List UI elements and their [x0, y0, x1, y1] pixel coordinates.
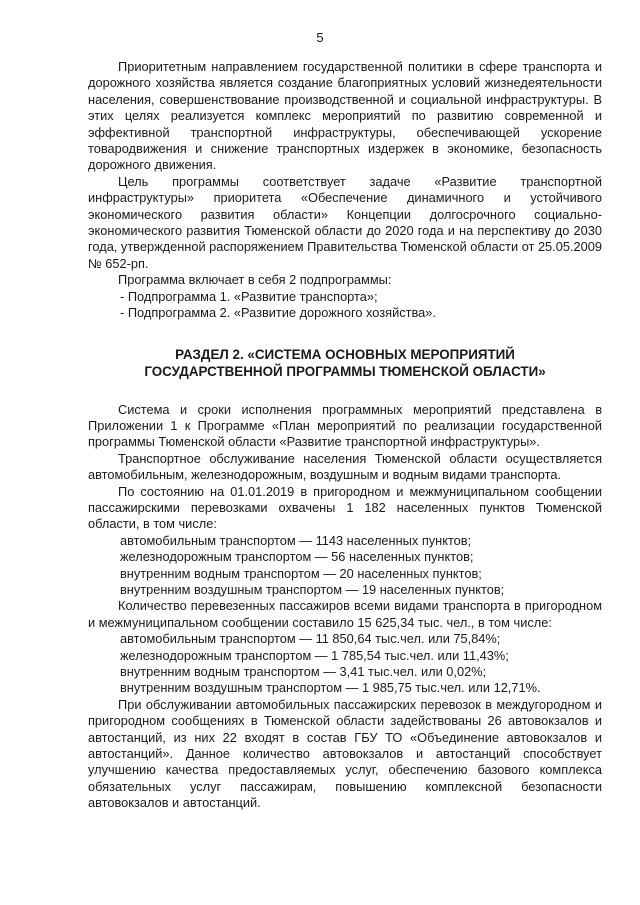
passengers-item-water: внутренним водным транспортом — 3,41 тыс.чел. или 0,02%; [120, 664, 487, 679]
body-paragraph-coverage: По состоянию на 01.01.2019 в пригородном и межмуниципальном сообщении пассажирскими перевозками охвачены 1 182 населенных пунктов Тюменской области, в том числе: [88, 483, 602, 532]
page-number: 5 [316, 30, 324, 45]
section-title-line-1: РАЗДЕЛ 2. «СИСТЕМА ОСНОВНЫХ МЕРОПРИЯТИЙ [175, 346, 515, 362]
section-title [88, 346, 602, 380]
intro-paragraph-priority: Приоритетным направлением государственной политики в сфере транспорта и дорожного хозяйства является создание благоприятных условий жизнедеятельности населения, совершенствование производственной и социальной инфраструктуры. В этих целях реализуется комплекс мероприятий по развитию современной и эффективной транспортной инфраструктуры, обеспечивающей ускорение товародвижения и снижение транспортных издержек в экономике, безопасность дорожного движения. [88, 59, 602, 173]
passengers-item-rail: железнодорожным транспортом — 1 785,54 тыс.чел. или 11,43%; [120, 647, 509, 663]
body-paragraph-passengers: Количество перевезенных пассажиров всеми видами транспорта в пригородном и межмуниципальном сообщении составило 15 625,34 тыс. чел., в том числе: [88, 598, 602, 630]
settlements-item-water: внутренним водным транспортом — 20 населенных пунктов; [120, 565, 482, 581]
body-paragraph-appendix: Система и сроки исполнения программных мероприятий представлена в Приложении 1 к Программе «План мероприятий по реализации государственной программы Тюменской области «Развитие транспортной инфраструктуры». [88, 401, 602, 450]
passengers-item-air: внутренним воздушным транспортом — 1 985,75 тыс.чел. или 12,71%. [120, 680, 541, 696]
document-body [88, 59, 602, 812]
body-paragraph-bus-stations: При обслуживании автомобильных пассажирских перевозок в междугородном и пригородном сообщениях в Тюменской области задействованы 26 автовокзалов и автостанций, из них 22 входят в состав ГБУ ТО «Объединение автовокзалов и автостанций». Данное количество автовокзалов и автостанций способствует улучшению качества предоставляемых услуг, обеспечению базового комплекса обязательных услуг пассажирам, повышению комплексной безопасности автовокзалов и автостанций. [88, 696, 602, 811]
body-paragraph-transport-service: Транспортное обслуживание населения Тюменской области осуществляется автомобильным, железнодорожным, воздушным и водным видами транспорта. [88, 450, 602, 483]
settlements-item-air: внутренним воздушным транспортом — 19 населенных пунктов; [120, 581, 505, 597]
section-title-line-2: ГОСУДАРСТВЕННОЙ ПРОГРАММЫ ТЮМЕНСКОЙ ОБЛАСТИ» [144, 363, 546, 379]
settlements-item-rail: железнодорожным транспортом — 56 населенных пунктов; [120, 549, 474, 565]
intro-paragraph-goal: Цель программы соответствует задаче «Развитие транспортной инфраструктуры» приоритета «Обеспечение динамичного и устойчивого экономического развития области» Концепции долгосрочного социально-экономического развития Тюменской области до 2020 года и на перспективу до 2030 года, утвержденной распоряжением Правительства Тюменской области от 25.05.2009 № 652-рп. [88, 173, 602, 271]
passengers-item-auto: автомобильным транспортом — 11 850,64 тыс.чел. или 75,84%; [120, 631, 501, 647]
subprogram-item-1: - Подпрограмма 1. «Развитие транспорта»; [120, 288, 378, 304]
subprogram-item-2: - Подпрограмма 2. «Развитие дорожного хозяйства». [120, 305, 436, 321]
settlements-item-auto: автомобильным транспортом — 1143 населенных пунктов; [120, 532, 472, 548]
intro-paragraph-subprograms: Программа включает в себя 2 подпрограммы: [118, 272, 392, 288]
